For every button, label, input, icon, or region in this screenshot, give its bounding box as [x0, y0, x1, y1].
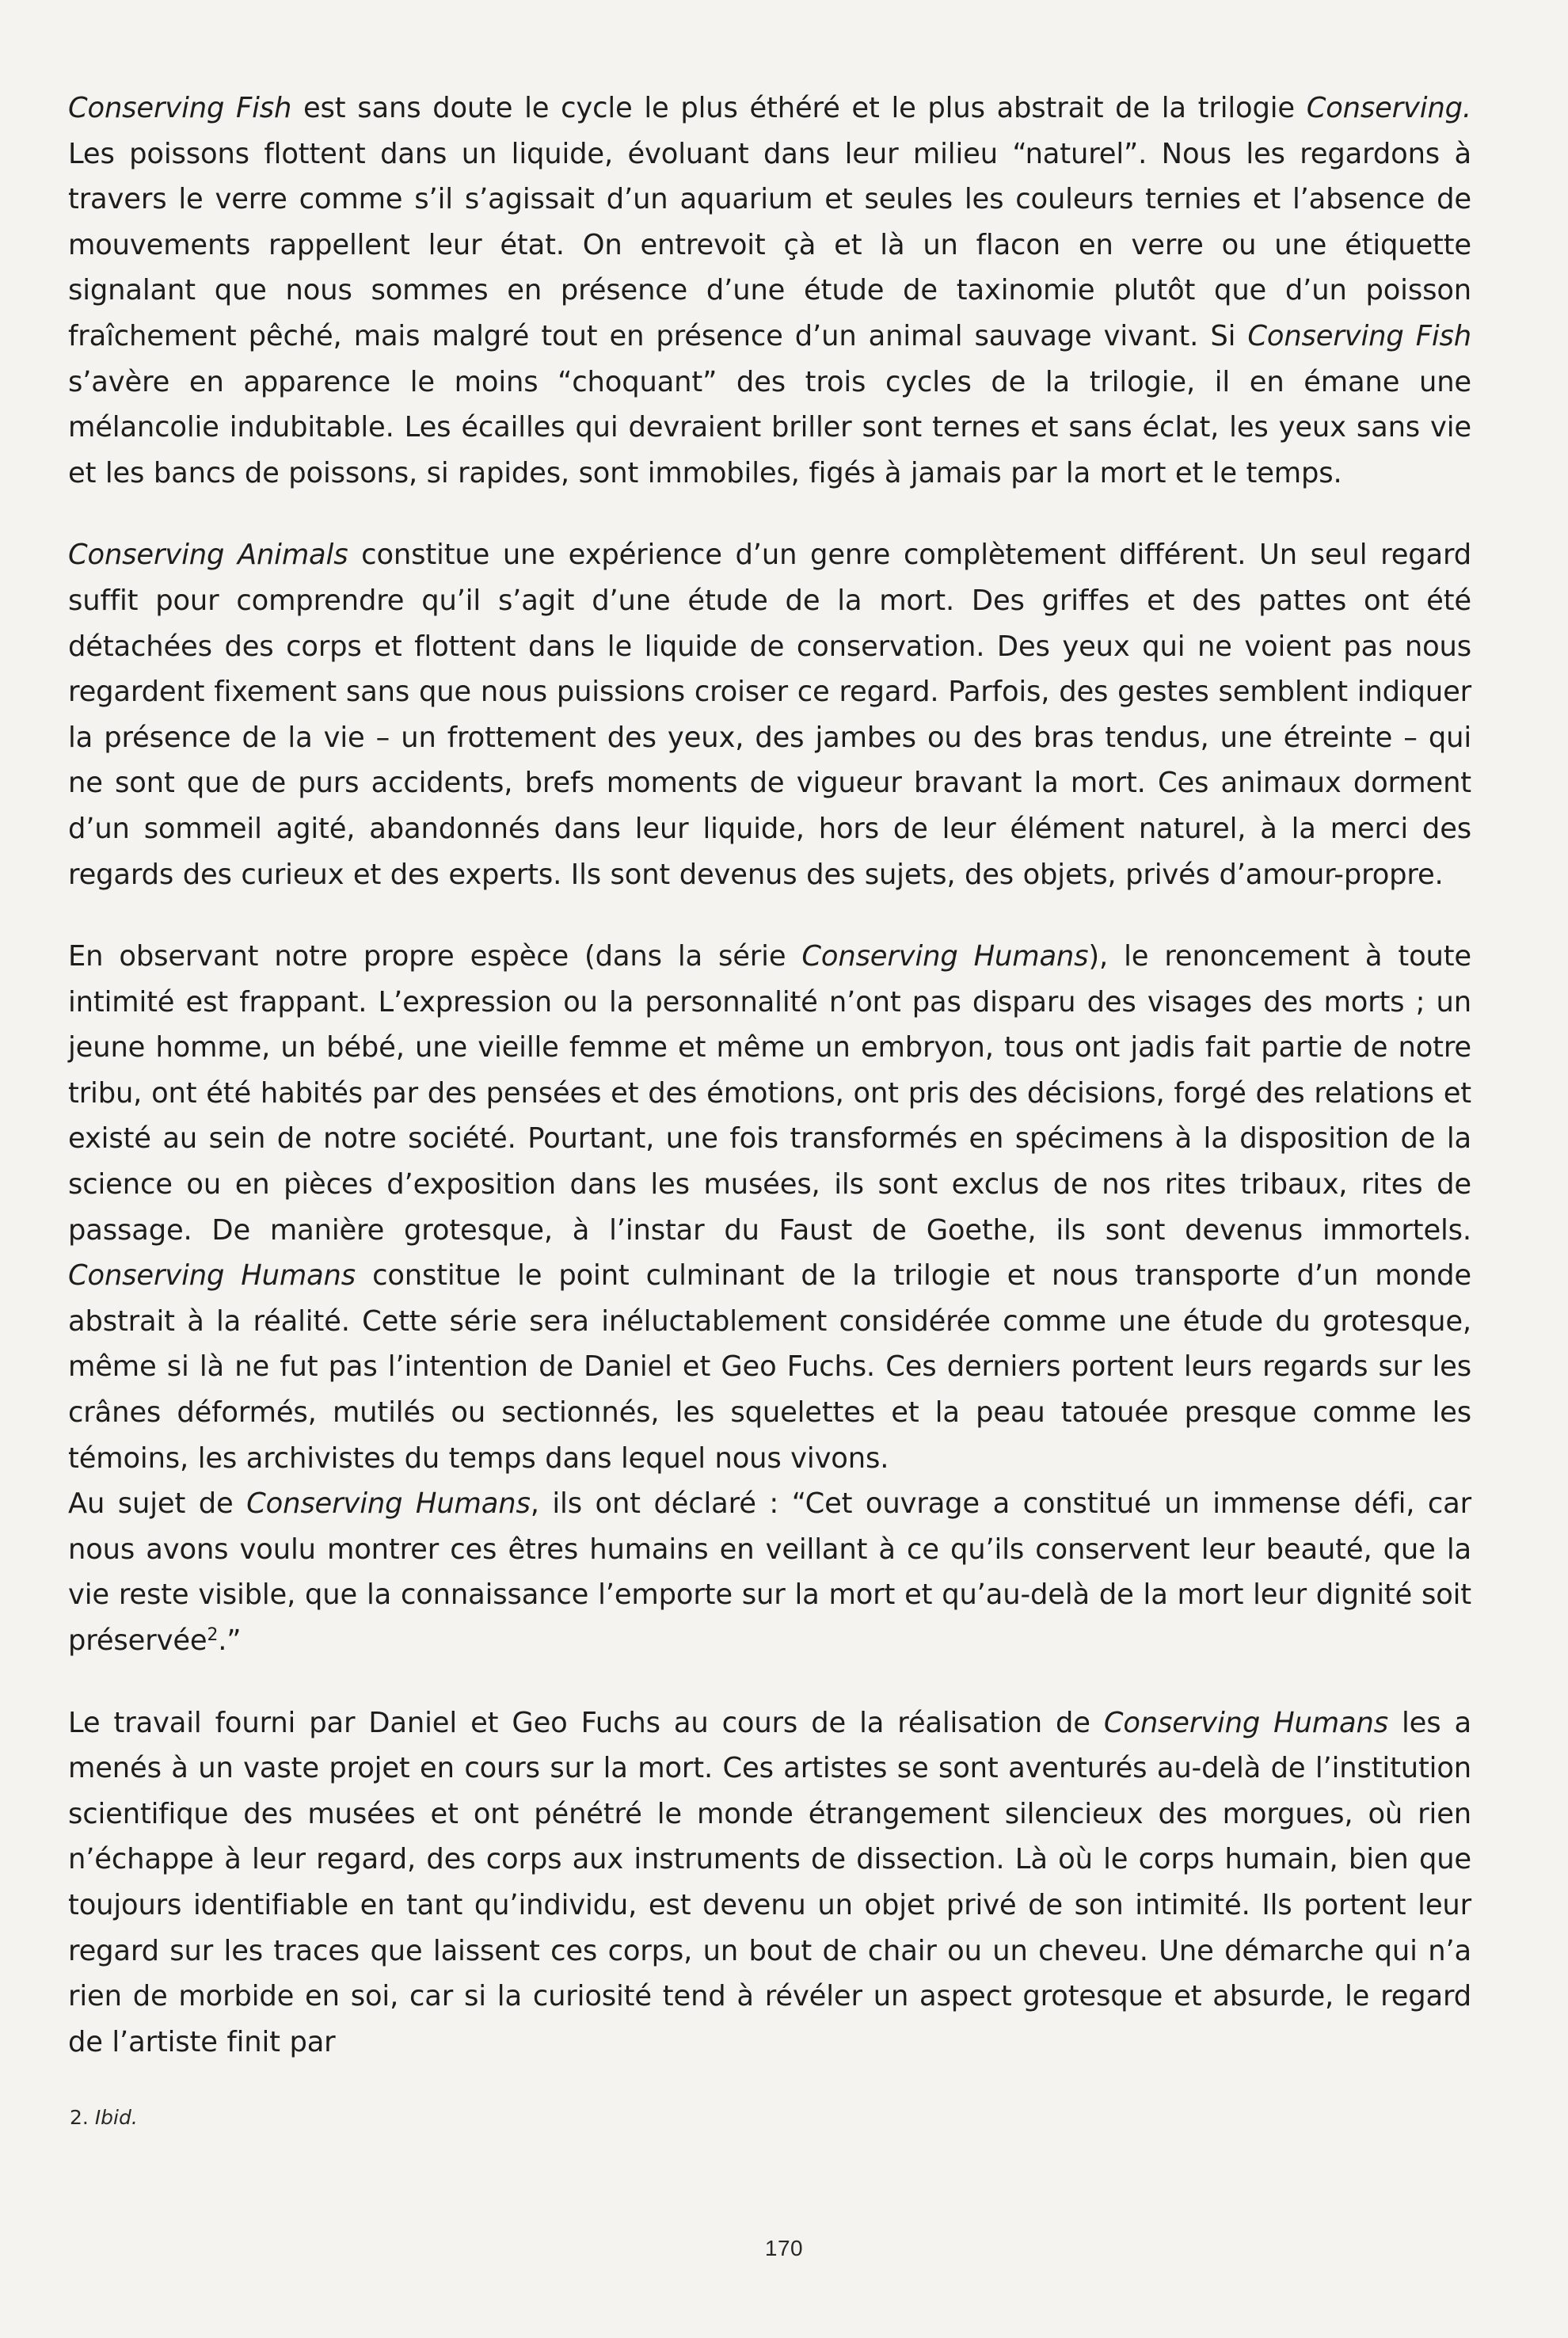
text-segment: Le travail fourni par Daniel et Geo Fuchs au cours de la réalisation de	[68, 1706, 1104, 1739]
text-segment: est sans doute le cycle le plus éthéré et le plus abstrait de la trilogie	[291, 92, 1307, 124]
text-segment: En observant notre propre espèce (dans la série	[68, 940, 802, 973]
text-segment: , ils ont déclaré : “Cet ouvrage a constitué un immense défi, car nous avons voulu montrer ces êtres humains en veillant à ce qu’ils conservent leur beauté, que la vie reste visible, que la connaissance l’emporte sur la mort et qu’au-delà de la mort leur dignité soit préservée	[68, 1487, 1472, 1657]
text-segment: ), le renoncement à toute intimité est frappant. L’expression ou la personnalité n’ont pas disparu des visages des morts ; un jeune homme, un bébé, une vieille femme et même un embryon, tous ont jadis fait partie de notre tribu, ont été habités par des pensées et des émotions, ont pris des décisions, forgé des relations et existé au sein de notre société. Pourtant, une fois transformés en spécimens à la disposition de la science ou en pièces d’exposition dans les musées, ils sont exclus de nos rites tribaux, rites de passage. De manière grotesque, à l’instar du Faust de Goethe, ils sont devenus immortels.	[68, 940, 1472, 1247]
paragraph-morgues	[68, 1700, 1471, 2066]
text-segment: constitue le point culminant de la trilogie et nous transporte d’un monde abstrait à la réalité. Cette série sera inéluctablement considérée comme une étude du grotesque, même si là ne fut pas l’intention de Daniel et Geo Fuchs. Ces derniers portent leurs regards sur les crânes déformés, mutilés ou sectionnés, les squelettes et la peau tatouée presque comme les témoins, les archivistes du temps dans lequel nous vivons.	[68, 1259, 1471, 1475]
paragraph-conserving-fish	[68, 86, 1471, 496]
text-segment: Conserving Fish	[1247, 319, 1471, 352]
text-segment: Conserving Fish	[68, 92, 292, 124]
paragraph-conserving-animals	[68, 532, 1471, 897]
text-segment: Conserving Animals	[68, 539, 348, 572]
text-segment: Au sujet de	[68, 1487, 247, 1521]
footnote-text: Ibid.	[94, 2106, 138, 2129]
paragraph-quote	[68, 1481, 1471, 1663]
paragraph-conserving-humans	[68, 934, 1471, 1481]
text-segment: Conserving Humans	[68, 1259, 356, 1293]
text-segment: s’avère en apparence le moins “choquant” des trois cycles de la trilogie, il en émane une mélancolie indubitable. Les écailles qui devraient briller sont ternes et sans éclat, les yeux sans vie et les bancs de poissons, si rapides, sont immobiles, figés à jamais par la mort et le temps.	[68, 365, 1471, 489]
body-text	[68, 86, 1471, 2101]
footnote-number: 2.	[70, 2106, 89, 2129]
page-number: 170	[764, 2236, 804, 2260]
text-segment: constitue une expérience d’un genre complètement différent. Un seul regard suffit pour comprendre qu’il s’agit d’une étude de la mort. Des griffes et des pattes ont été détachées des corps et flottent dans le liquide de conservation. Des yeux qui ne voient pas nous regardent fixement sans que nous puissions croiser ce regard. Parfois, des gestes semblent indiquer la présence de la vie – un frottement des yeux, des jambes ou des bras tendus, une étreinte – qui ne sont que de purs accidents, brefs moments de vigueur bravant la mort. Ces animaux dorment d’un sommeil agité, abandonnés dans leur liquide, hors de leur élément naturel, à la merci des regards des curieux et des experts. Ils sont devenus des sujets, des objets, privés d’amour-propre.	[68, 539, 1471, 891]
text-segment: Conserving Humans	[801, 940, 1089, 973]
text-segment: Conserving Humans	[246, 1487, 531, 1521]
text-segment: .”	[218, 1624, 242, 1657]
footnote-reference: 2	[207, 1624, 219, 1645]
text-segment: Conserving Humans	[1103, 1706, 1388, 1739]
footnote	[70, 2105, 138, 2130]
text-segment: Conserving.	[1306, 92, 1471, 124]
text-segment: Les poissons flottent dans un liquide, évoluant dans leur milieu “naturel”. Nous les regardons à travers le verre comme s’il s’agissait d’un aquarium et seules les couleurs ternies et l’absence de mouvements rappellent leur état. On entrevoit çà et là un flacon en verre ou une étiquette signalant que nous sommes en présence d’une étude de taxinomie plutôt que d’un poisson fraîchement pêché, mais malgré tout en présence d’un animal sauvage vivant. Si	[68, 137, 1471, 352]
text-segment: les a menés à un vaste projet en cours sur la mort. Ces artistes se sont aventurés au-delà de l’institution scientifique des musées et ont pénétré le monde étrangement silencieux des morgues, où rien n’échappe à leur regard, des corps aux instruments de dissection. Là où le corps humain, bien que toujours identifiable en tant qu’individu, est devenu un objet privé de son intimité. Ils portent leur regard sur les traces que laissent ces corps, un bout de chair ou un cheveu. Une démarche qui n’a rien de morbide en soi, car si la curiosité tend à révéler un aspect grotesque et absurde, le regard de l’artiste finit par	[68, 1706, 1471, 2058]
